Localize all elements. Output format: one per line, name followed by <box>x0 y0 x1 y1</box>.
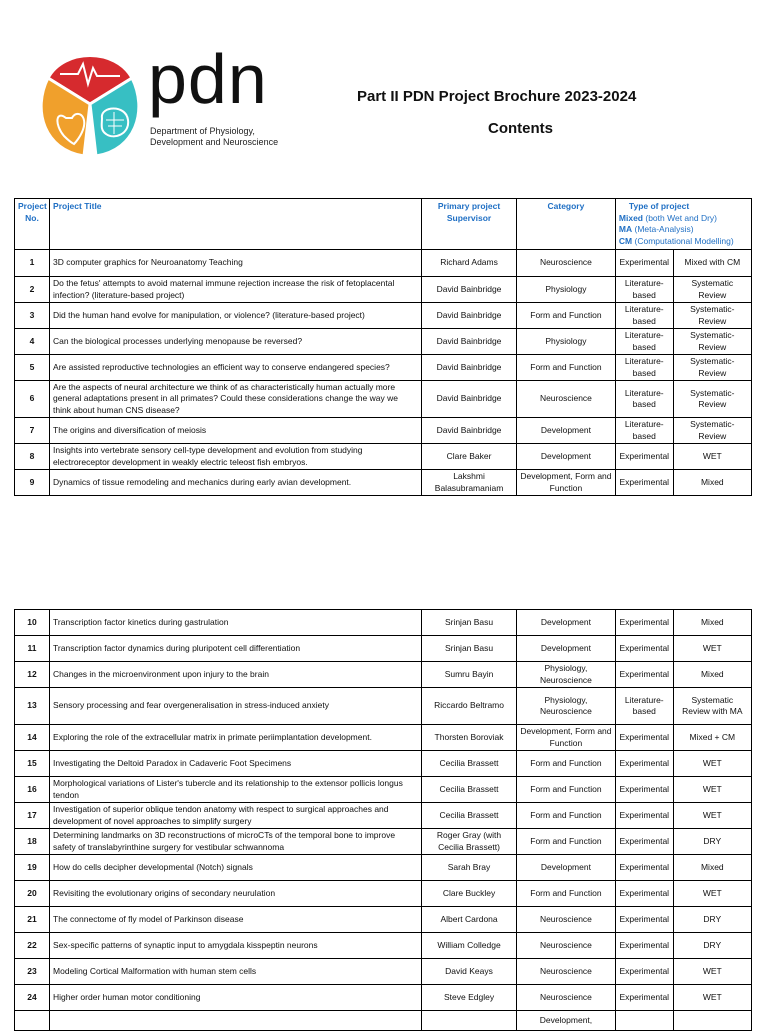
project-subtype <box>673 1011 751 1031</box>
project-category: Physiology, Neuroscience <box>516 662 615 688</box>
pdn-logo-emblem <box>34 48 146 160</box>
project-title: Insights into vertebrate sensory cell-type development and evolution from studying electroreceptor development in weakly electric teleost fish embryos. <box>50 444 422 470</box>
project-category: Physiology <box>516 277 615 303</box>
project-title: How do cells decipher developmental (Notch) signals <box>50 855 422 881</box>
project-category: Form and Function <box>516 881 615 907</box>
project-category: Development <box>516 636 615 662</box>
project-category: Development <box>516 418 615 444</box>
project-number <box>15 1011 50 1031</box>
type-title: Type of project <box>628 201 690 211</box>
project-subtype: Mixed with CM <box>673 250 751 277</box>
project-category: Neuroscience <box>516 959 615 985</box>
project-type: Experimental <box>615 751 673 777</box>
project-number: 1 <box>15 250 50 277</box>
project-category: Form and Function <box>516 777 615 803</box>
project-type <box>615 1011 673 1031</box>
project-number: 10 <box>15 610 50 636</box>
table-row <box>15 985 752 1011</box>
project-title: Higher order human motor conditioning <box>50 985 422 1011</box>
project-supervisor: Sarah Bray <box>422 855 517 881</box>
project-supervisor: David Bainbridge <box>422 303 517 329</box>
pdn-logo <box>30 40 280 160</box>
project-category: Development <box>516 855 615 881</box>
type-key-mixed: Mixed (both Wet and Dry) <box>618 212 718 223</box>
table-row <box>15 610 752 636</box>
project-title: Transcription factor dynamics during pluripotent cell differentiation <box>50 636 422 662</box>
table-row <box>15 250 752 277</box>
project-subtype: WET <box>673 959 751 985</box>
project-type: Literature-based <box>615 303 673 329</box>
project-subtype: Mixed <box>673 610 751 636</box>
project-supervisor: David Keays <box>422 959 517 985</box>
project-number: 3 <box>15 303 50 329</box>
project-category: Development, Form and Function <box>516 470 615 496</box>
table-row <box>15 855 752 881</box>
project-number: 11 <box>15 636 50 662</box>
project-type: Experimental <box>615 470 673 496</box>
table-row <box>15 829 752 855</box>
table-row <box>15 277 752 303</box>
project-title: The connectome of fly model of Parkinson disease <box>50 907 422 933</box>
project-number: 17 <box>15 803 50 829</box>
project-type: Experimental <box>615 881 673 907</box>
project-supervisor: Cecilia Brassett <box>422 777 517 803</box>
project-category: Physiology, Neuroscience <box>516 688 615 725</box>
project-supervisor: Thorsten Boroviak <box>422 725 517 751</box>
project-number: 2 <box>15 277 50 303</box>
project-supervisor: David Bainbridge <box>422 381 517 418</box>
table-row <box>15 777 752 803</box>
project-title: Are the aspects of neural architecture we think of as characteristically human actually more general adaptations present in all primates? Could these considerations change the way we think about human CNS disease? <box>50 381 422 418</box>
project-category: Development, Form and Function <box>516 725 615 751</box>
project-subtype: Systematic-Review <box>673 381 751 418</box>
table-row <box>15 303 752 329</box>
table-row <box>15 803 752 829</box>
project-title <box>50 1011 422 1031</box>
table-row <box>15 933 752 959</box>
project-type: Experimental <box>615 803 673 829</box>
project-number: 18 <box>15 829 50 855</box>
project-type: Experimental <box>615 636 673 662</box>
project-category: Neuroscience <box>516 985 615 1011</box>
table-row <box>15 751 752 777</box>
project-subtype: WET <box>673 881 751 907</box>
document-subtitle: Contents <box>488 120 553 137</box>
project-subtype: WET <box>673 751 751 777</box>
project-number: 6 <box>15 381 50 418</box>
project-category: Physiology <box>516 329 615 355</box>
project-type: Literature-based <box>615 418 673 444</box>
project-category: Form and Function <box>516 751 615 777</box>
project-number: 14 <box>15 725 50 751</box>
header-type-of-project <box>615 199 751 250</box>
logo-wordmark: pdn <box>148 40 268 118</box>
project-subtype: Mixed + CM <box>673 725 751 751</box>
project-number: 21 <box>15 907 50 933</box>
project-title: Did the human hand evolve for manipulation, or violence? (literature-based project) <box>50 303 422 329</box>
project-category: Form and Function <box>516 355 615 381</box>
project-subtype: DRY <box>673 829 751 855</box>
project-title: Revisiting the evolutionary origins of secondary neurulation <box>50 881 422 907</box>
project-category: Form and Function <box>516 303 615 329</box>
project-supervisor: William Colledge <box>422 933 517 959</box>
project-title: Morphological variations of Lister's tubercle and its relationship to the extensor pollicis longus tendon <box>50 777 422 803</box>
project-type: Experimental <box>615 444 673 470</box>
table-row <box>15 688 752 725</box>
project-number: 23 <box>15 959 50 985</box>
project-category: Development <box>516 610 615 636</box>
header-project-title: Project Title <box>50 199 422 250</box>
project-number: 16 <box>15 777 50 803</box>
project-category: Development <box>516 444 615 470</box>
project-number: 4 <box>15 329 50 355</box>
project-subtype: WET <box>673 777 751 803</box>
project-number: 8 <box>15 444 50 470</box>
project-category: Neuroscience <box>516 381 615 418</box>
project-subtype: WET <box>673 803 751 829</box>
project-type: Experimental <box>615 610 673 636</box>
project-type: Experimental <box>615 250 673 277</box>
project-type: Experimental <box>615 662 673 688</box>
project-subtype: WET <box>673 636 751 662</box>
project-supervisor: David Bainbridge <box>422 418 517 444</box>
table-row <box>15 881 752 907</box>
project-subtype: Systematic-Review <box>673 329 751 355</box>
project-number: 20 <box>15 881 50 907</box>
project-supervisor: Roger Gray (with Cecilia Brassett) <box>422 829 517 855</box>
project-category: Form and Function <box>516 829 615 855</box>
project-type: Literature-based <box>615 277 673 303</box>
project-supervisor: Albert Cardona <box>422 907 517 933</box>
project-subtype: WET <box>673 985 751 1011</box>
project-supervisor: David Bainbridge <box>422 277 517 303</box>
project-title: Changes in the microenvironment upon injury to the brain <box>50 662 422 688</box>
document-title: Part II PDN Project Brochure 2023-2024 <box>357 88 637 105</box>
project-type: Experimental <box>615 933 673 959</box>
project-supervisor: David Bainbridge <box>422 355 517 381</box>
table-row <box>15 381 752 418</box>
project-number: 5 <box>15 355 50 381</box>
project-category: Neuroscience <box>516 933 615 959</box>
project-subtype: Mixed <box>673 662 751 688</box>
project-type: Experimental <box>615 985 673 1011</box>
type-key-ma: MA (Meta-Analysis) <box>618 224 694 234</box>
project-title: Investigating the Deltoid Paradox in Cadaveric Foot Specimens <box>50 751 422 777</box>
project-title: The origins and diversification of meiosis <box>50 418 422 444</box>
table-row <box>15 329 752 355</box>
project-subtype: DRY <box>673 933 751 959</box>
project-supervisor: Cecilia Brassett <box>422 751 517 777</box>
project-supervisor: Srinjan Basu <box>422 636 517 662</box>
project-type: Experimental <box>615 829 673 855</box>
project-subtype: Mixed <box>673 470 751 496</box>
project-subtype: Systematic-Review <box>673 355 751 381</box>
logo-dept-line-1: Department of Physiology, <box>150 126 255 136</box>
project-subtype: DRY <box>673 907 751 933</box>
project-supervisor <box>422 1011 517 1031</box>
project-category: Form and Function <box>516 803 615 829</box>
project-supervisor: David Bainbridge <box>422 329 517 355</box>
project-supervisor: Sumru Bayin <box>422 662 517 688</box>
project-type: Literature-based <box>615 329 673 355</box>
project-title: Are assisted reproductive technologies an efficient way to conserve endangered species? <box>50 355 422 381</box>
project-title: Can the biological processes underlying menopause be reversed? <box>50 329 422 355</box>
project-supervisor: Cecilia Brassett <box>422 803 517 829</box>
project-category: Neuroscience <box>516 250 615 277</box>
project-type: Experimental <box>615 725 673 751</box>
table-row <box>15 418 752 444</box>
project-subtype: Systematic Review <box>673 277 751 303</box>
project-supervisor: Srinjan Basu <box>422 610 517 636</box>
project-supervisor: Riccardo Beltramo <box>422 688 517 725</box>
project-subtype: Systematic Review with MA <box>673 688 751 725</box>
project-type: Experimental <box>615 855 673 881</box>
project-title: Modeling Cortical Malformation with human stem cells <box>50 959 422 985</box>
project-number: 13 <box>15 688 50 725</box>
logo-department-name <box>150 126 278 148</box>
project-number: 19 <box>15 855 50 881</box>
project-type: Experimental <box>615 959 673 985</box>
project-supervisor: Clare Buckley <box>422 881 517 907</box>
table-row <box>15 907 752 933</box>
project-supervisor: Richard Adams <box>422 250 517 277</box>
table-row <box>15 959 752 985</box>
type-key-cm: CM (Computational Modelling) <box>618 235 734 246</box>
project-title: Sex-specific patterns of synaptic input to amygdala kisspeptin neurons <box>50 933 422 959</box>
project-subtype: Systematic-Review <box>673 418 751 444</box>
project-category: Development, <box>516 1011 615 1031</box>
project-title: Determining landmarks on 3D reconstructions of microCTs of the temporal bone to improve safety of translabyrinthine surgery for vestibular schwannoma <box>50 829 422 855</box>
table-row <box>15 1011 752 1031</box>
project-supervisor: Lakshmi Balasubramaniam <box>422 470 517 496</box>
project-type: Experimental <box>615 777 673 803</box>
project-subtype: WET <box>673 444 751 470</box>
project-title: Exploring the role of the extracellular matrix in primate periimplantation development. <box>50 725 422 751</box>
header-project-no: Project No. <box>15 199 50 250</box>
header-supervisor: Primary project Supervisor <box>422 199 517 250</box>
project-title: Do the fetus' attempts to avoid maternal immune rejection increase the risk of fetoplacental infection? (literature-based project) <box>50 277 422 303</box>
project-subtype: Mixed <box>673 855 751 881</box>
project-title: 3D computer graphics for Neuroanatomy Teaching <box>50 250 422 277</box>
table-row <box>15 662 752 688</box>
projects-table-part-2 <box>14 609 752 1031</box>
project-subtype: Systematic-Review <box>673 303 751 329</box>
project-title: Investigation of superior oblique tendon anatomy with respect to surgical approaches and development of novel approaches to simplify surgery <box>50 803 422 829</box>
projects-table-part-1 <box>14 198 752 496</box>
table-row <box>15 470 752 496</box>
project-type: Literature-based <box>615 381 673 418</box>
project-category: Neuroscience <box>516 907 615 933</box>
project-type: Literature-based <box>615 355 673 381</box>
project-type: Literature-based <box>615 688 673 725</box>
project-supervisor: Clare Baker <box>422 444 517 470</box>
project-number: 12 <box>15 662 50 688</box>
table-row <box>15 725 752 751</box>
project-supervisor: Steve Edgley <box>422 985 517 1011</box>
table-row <box>15 636 752 662</box>
header-category: Category <box>516 199 615 250</box>
table-header-row <box>15 199 752 250</box>
project-title: Dynamics of tissue remodeling and mechanics during early avian development. <box>50 470 422 496</box>
project-title: Transcription factor kinetics during gastrulation <box>50 610 422 636</box>
project-number: 9 <box>15 470 50 496</box>
project-number: 24 <box>15 985 50 1011</box>
project-type: Experimental <box>615 907 673 933</box>
project-title: Sensory processing and fear overgeneralisation in stress-induced anxiety <box>50 688 422 725</box>
project-number: 15 <box>15 751 50 777</box>
project-number: 7 <box>15 418 50 444</box>
table-row <box>15 355 752 381</box>
logo-dept-line-2: Development and Neuroscience <box>150 137 279 147</box>
project-number: 22 <box>15 933 50 959</box>
table-row <box>15 444 752 470</box>
